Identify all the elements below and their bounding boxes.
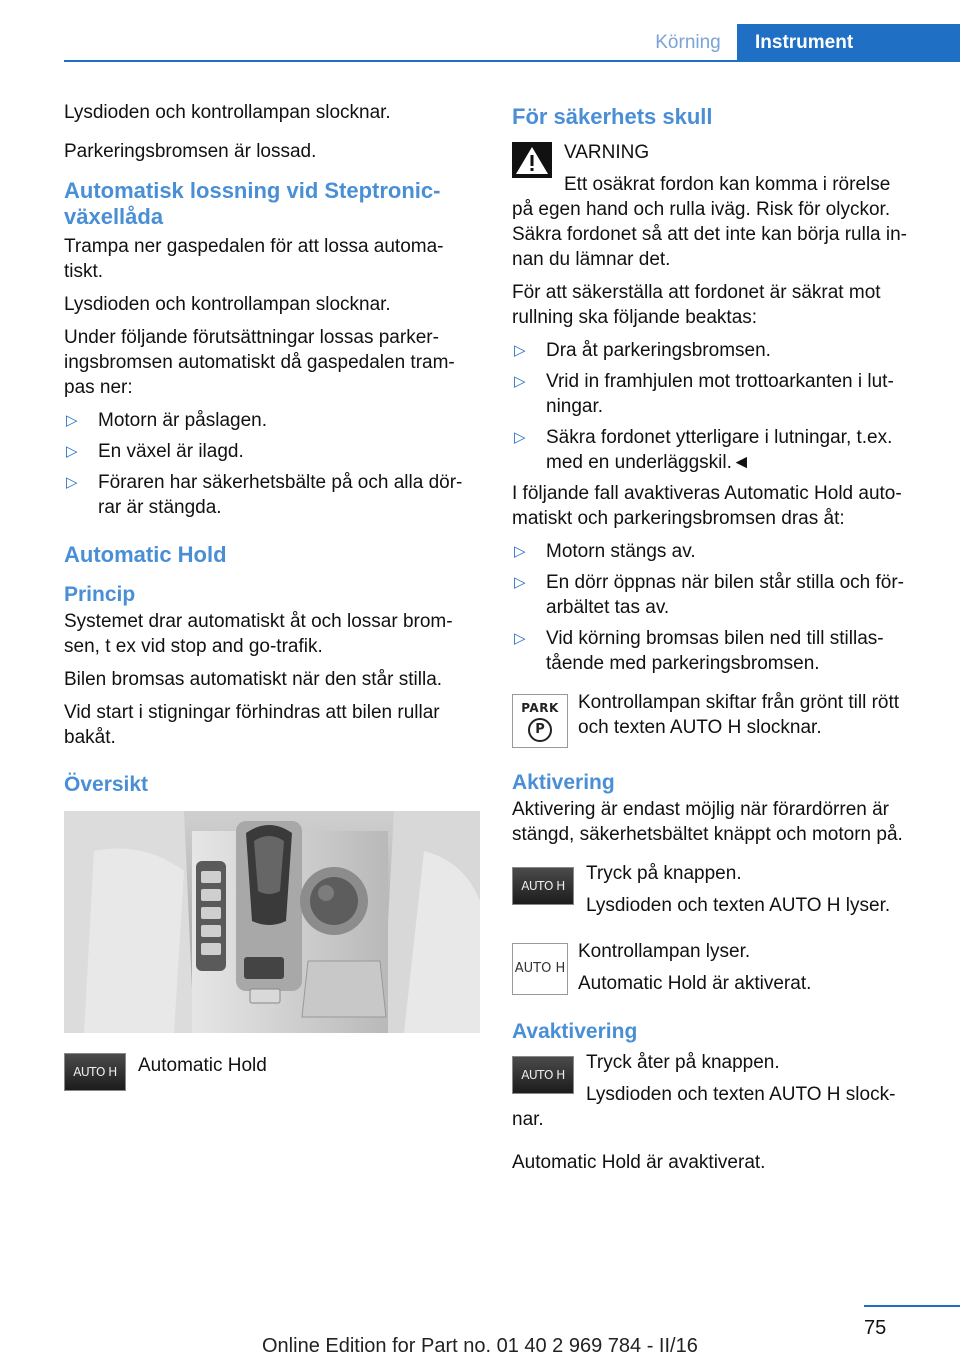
deactivation-list — [512, 539, 926, 676]
footer-rule — [864, 1305, 960, 1307]
lamp-icon-row — [512, 939, 926, 999]
warning-block — [512, 140, 926, 272]
warning-line: Ett osäkrat fordon kan komma i rörelse — [564, 174, 891, 195]
tab-korning[interactable]: Körning — [655, 32, 721, 53]
instruction-line: Tryck på knappen. — [586, 863, 742, 884]
auto-h-button-icon: AUTO H — [64, 1053, 126, 1091]
triangle-bullet-icon: ▷ — [66, 474, 78, 491]
paragraph: Under följande förutsättningar lossas parker-ingsbromsen automatiskt då gaspedalen tram-pas ner: — [64, 327, 455, 398]
list-item: ▷ Motorn stängs av. — [514, 541, 696, 562]
page-number: 75 — [864, 1317, 887, 1339]
auto-h-button-icon: AUTO H — [512, 1056, 574, 1094]
lamp-line: Automatic Hold är aktiverat. — [578, 973, 812, 994]
warning-triangle-icon — [512, 142, 552, 178]
paragraph: Aktivering är endast möjlig när förardörren är stängd, säkerhetsbältet knäppt och motorn på. — [512, 799, 903, 845]
paragraph: Trampa ner gaspedalen för att lossa automa-tiskt. — [64, 236, 444, 282]
paragraph: Bilen bromsas automatiskt när den står stilla. — [64, 669, 443, 690]
park-icon-row — [512, 690, 926, 750]
triangle-bullet-icon: ▷ — [514, 543, 526, 560]
instruction-line: Tryck åter på knappen. — [586, 1052, 780, 1073]
paragraph: Parkeringsbromsen är lossad. — [64, 141, 317, 162]
list-item: ▷ En växel är ilagd. — [66, 441, 244, 462]
heading-oversikt: Översikt — [64, 773, 149, 796]
auto-hold-icon-row — [64, 1049, 478, 1109]
list-item: ▷ En dörr öppnas när bilen står stilla och för-arbältet tas av. — [514, 572, 905, 618]
warning-title: VARNING — [564, 142, 650, 163]
paragraph: För att säkerställa att fordonet är säkrat mot rullning ska följande beaktas: — [512, 282, 881, 328]
list-item: ▷ Vid körning bromsas bilen ned till stillas-tående med parkeringsbromsen. — [514, 628, 884, 674]
paragraph: Lysdioden och kontrollampan slocknar. — [64, 102, 391, 123]
tab-instrument[interactable]: Instrument — [737, 24, 960, 62]
left-column — [64, 100, 478, 1121]
triangle-bullet-icon: ▷ — [66, 443, 78, 460]
paragraph: Lysdioden och kontrollampan slocknar. — [64, 294, 391, 315]
deactivation-icon-row — [512, 1050, 926, 1107]
right-column — [512, 100, 926, 1183]
heading-safety: För säkerhets skull — [512, 104, 713, 129]
triangle-bullet-icon: ▷ — [514, 630, 526, 647]
icon-caption: Automatic Hold — [138, 1055, 267, 1076]
paragraph: nar. — [512, 1109, 544, 1130]
list-item: ▷ Vrid in framhjulen mot trottoarkanten i lut-ningar. — [514, 371, 894, 417]
lamp-line: Kontrollampan lyser. — [578, 941, 751, 962]
paragraph: I följande fall avaktiveras Automatic Hold auto-matiskt och parkeringsbromsen dras åt: — [512, 483, 902, 529]
park-text: Kontrollampan skiftar från grönt till rött och texten AUTO H slocknar. — [578, 692, 900, 738]
triangle-bullet-icon: ▷ — [514, 373, 526, 390]
instruction-line: Lysdioden och texten AUTO H lyser. — [586, 895, 891, 916]
list-item: ▷ Motorn är påslagen. — [66, 410, 267, 431]
heading-auto-release: Automatisk lossning vid Steptronic-växellåda — [64, 178, 441, 229]
footer-edition: Online Edition for Part no. 01 40 2 969 784 - II/16 — [262, 1335, 698, 1357]
list-item: ▷ Dra åt parkeringsbromsen. — [514, 340, 771, 361]
activation-icon-row — [512, 861, 926, 921]
heading-princip: Princip — [64, 583, 136, 606]
paragraph: Systemet drar automatiskt åt och lossar brom-sen, t ex vid stop and go-trafik. — [64, 611, 453, 657]
auto-h-button-icon: AUTO H — [512, 867, 574, 905]
triangle-bullet-icon: ▷ — [66, 412, 78, 429]
list-item: ▷ Föraren har säkerhetsbälte på och alla dör-rar är stängda. — [66, 472, 463, 518]
page-header — [0, 0, 960, 62]
triangle-bullet-icon: ▷ — [514, 574, 526, 591]
paragraph: Automatic Hold är avaktiverat. — [512, 1152, 766, 1173]
heading-avaktivering: Avaktivering — [512, 1020, 638, 1043]
center-console-photo — [64, 811, 480, 1033]
auto-h-indicator-icon: AUTO H — [512, 943, 568, 995]
heading-automatic-hold: Automatic Hold — [64, 542, 227, 567]
park-indicator-icon: PARK P — [512, 694, 568, 748]
heading-aktivering: Aktivering — [512, 771, 615, 794]
safety-list — [512, 338, 926, 475]
instruction-line: Lysdioden och texten AUTO H slock- — [586, 1084, 896, 1105]
triangle-bullet-icon: ▷ — [514, 429, 526, 446]
paragraph: Vid start i stigningar förhindras att bilen rullar bakåt. — [64, 702, 440, 748]
warning-text: på egen hand och rulla iväg. Risk för olyckor. Säkra fordonet så att det inte kan börja rulla in-nan du lämnar det. — [512, 199, 908, 270]
triangle-bullet-icon: ▷ — [514, 342, 526, 359]
list-item: ▷ Säkra fordonet ytterligare i lutningar, t.ex. med en underläggskil.◄ — [514, 427, 893, 473]
header-rule — [64, 60, 960, 62]
condition-list — [64, 408, 478, 520]
